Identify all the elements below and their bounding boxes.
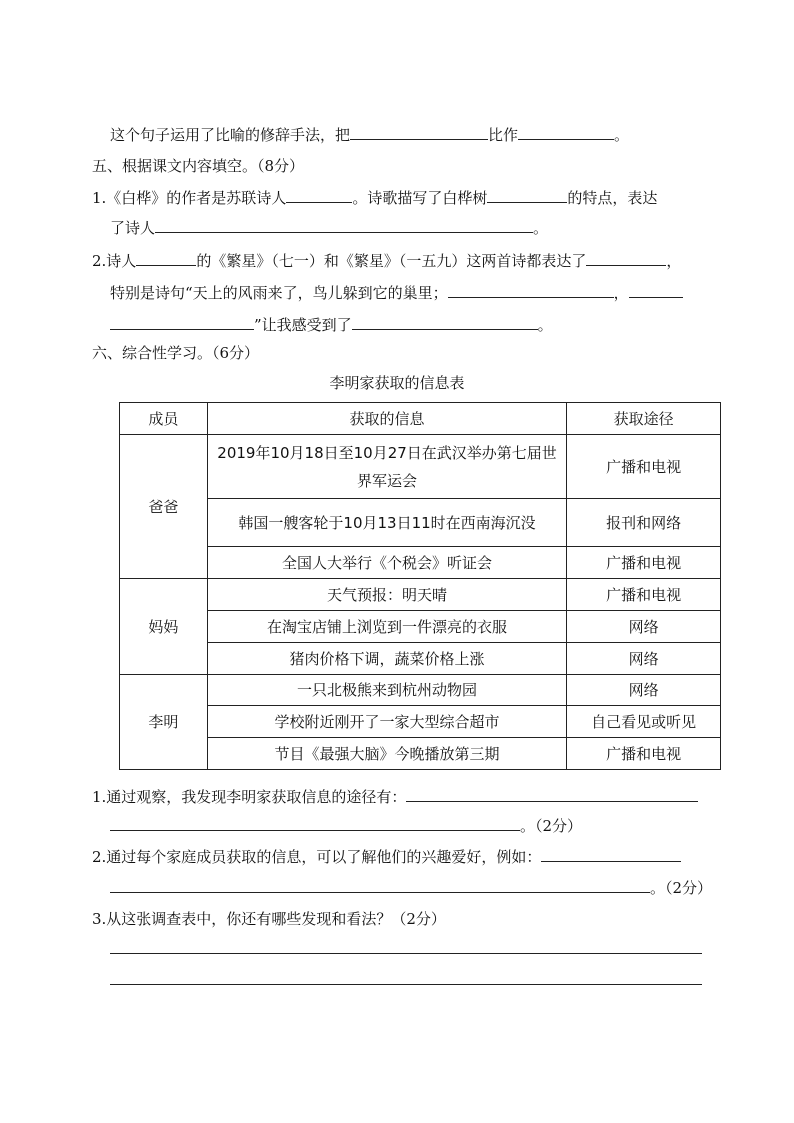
s5-q2-line1	[92, 250, 681, 271]
s5-q1-text-a: 1.《白桦》的作者是苏联诗人	[92, 189, 287, 207]
s5-q2-line3	[110, 314, 553, 335]
channel-cell: 网络	[567, 675, 721, 706]
s5-q2-text-f: ”让我感受到了	[254, 316, 352, 334]
channel-cell: 广播和电视	[567, 738, 721, 770]
s6-q1-line2	[110, 815, 582, 836]
member-cell: 李明	[120, 675, 208, 770]
s5-q1-text-b: 。诗歌描写了白桦树	[352, 189, 488, 207]
info-cell: 猪肉价格下调，蔬菜价格上涨	[207, 643, 566, 675]
answer-blank[interactable]	[110, 815, 520, 831]
section-6-heading: 六、综合性学习。（6分）	[92, 344, 260, 362]
column-header: 获取的信息	[207, 403, 566, 435]
s5-q2-text-a: 2.诗人	[92, 252, 137, 270]
rhetoric-text-1: 这个句子运用了比喻的修辞手法，把	[110, 126, 351, 144]
answer-line[interactable]	[110, 984, 702, 985]
table-row	[120, 611, 721, 643]
s6-q2-end: 。（2分）	[650, 879, 713, 897]
s6-q1-end: 。（2分）	[520, 817, 583, 835]
s5-q1-text-e: 。	[533, 219, 549, 237]
answer-blank[interactable]	[518, 124, 614, 140]
s6-q1-text: 1.通过观察，我发现李明家获取信息的途径有：	[92, 788, 407, 806]
answer-blank[interactable]	[136, 250, 196, 266]
rhetoric-end: 。	[614, 126, 630, 144]
channel-cell: 广播和电视	[567, 547, 721, 579]
table-row	[120, 643, 721, 675]
section-5-heading: 五、根据课文内容填空。（8分）	[92, 157, 305, 175]
s5-q2-text-g: 。	[537, 316, 553, 334]
info-cell: 学校附近刚开了一家大型综合超市	[207, 706, 566, 738]
s6-q2-line2	[110, 877, 712, 898]
member-cell: 妈妈	[120, 579, 208, 675]
info-cell: 天气预报：明天晴	[207, 579, 566, 611]
s6-q1-line1	[92, 786, 698, 807]
s5-q1-text-c: 的特点，表达	[567, 189, 658, 207]
rhetoric-text-2: 比作	[488, 126, 519, 144]
info-cell: 2019年10月18日至10月27日在武汉举办第七届世界军运会	[207, 435, 566, 499]
answer-blank[interactable]	[155, 217, 533, 233]
channel-cell: 报刊和网络	[567, 499, 721, 547]
column-header: 获取途径	[567, 403, 721, 435]
channel-cell: 网络	[567, 643, 721, 675]
answer-blank[interactable]	[541, 846, 681, 862]
s6-q2-text: 2.通过每个家庭成员获取的信息，可以了解他们的兴趣爱好，例如：	[92, 848, 542, 866]
table-row	[120, 675, 721, 706]
table-row	[120, 547, 721, 579]
channel-cell: 网络	[567, 611, 721, 643]
s5-q2-text-b: 的《繁星》（七一）和《繁星》（一五九）这两首诗都表达了	[196, 252, 587, 270]
answer-blank[interactable]	[110, 314, 254, 330]
s6-q2-line1	[92, 846, 681, 867]
s5-q1-text-d: 了诗人	[110, 219, 156, 237]
channel-cell: 广播和电视	[567, 435, 721, 499]
answer-blank[interactable]	[586, 250, 666, 266]
info-cell: 节目《最强大脑》今晚播放第三期	[207, 738, 566, 770]
table-row	[120, 738, 721, 770]
info-cell: 在淘宝店铺上浏览到一件漂亮的衣服	[207, 611, 566, 643]
info-table	[119, 402, 721, 770]
answer-blank[interactable]	[406, 786, 698, 802]
answer-blank[interactable]	[286, 187, 352, 203]
s5-q2-text-d: 特别是诗句“天上的风雨来了，鸟儿躲到它的巢里；	[110, 284, 448, 302]
member-cell: 爸爸	[120, 435, 208, 579]
channel-cell: 广播和电视	[567, 579, 721, 611]
channel-cell: 自己看见或听见	[567, 706, 721, 738]
answer-blank[interactable]	[629, 282, 683, 298]
info-cell: 一只北极熊来到杭州动物园	[207, 675, 566, 706]
table-row	[120, 435, 721, 499]
answer-blank[interactable]	[110, 877, 650, 893]
s5-q2-text-e: ，	[613, 284, 629, 302]
info-cell: 韩国一艘客轮于10月13日11时在西南海沉没	[207, 499, 566, 547]
answer-line[interactable]	[110, 953, 702, 954]
table-row	[120, 579, 721, 611]
table-caption: 李明家获取的信息表	[329, 374, 465, 392]
table-row	[120, 499, 721, 547]
s5-q2-line2	[110, 282, 683, 303]
column-header: 成员	[120, 403, 208, 435]
rhetoric-question	[110, 124, 629, 145]
s6-q3: 3.从这张调查表中，你还有哪些发现和看法？（2分）	[92, 910, 446, 928]
answer-blank[interactable]	[350, 124, 488, 140]
s5-q1-line2	[110, 217, 548, 238]
table-header-row	[120, 403, 721, 435]
info-cell: 全国人大举行《个税会》听证会	[207, 547, 566, 579]
s5-q2-text-c: ，	[666, 252, 682, 270]
answer-blank[interactable]	[352, 314, 538, 330]
answer-blank[interactable]	[487, 187, 567, 203]
s5-q1-line1	[92, 187, 657, 208]
table-row	[120, 706, 721, 738]
answer-blank[interactable]	[448, 282, 614, 298]
